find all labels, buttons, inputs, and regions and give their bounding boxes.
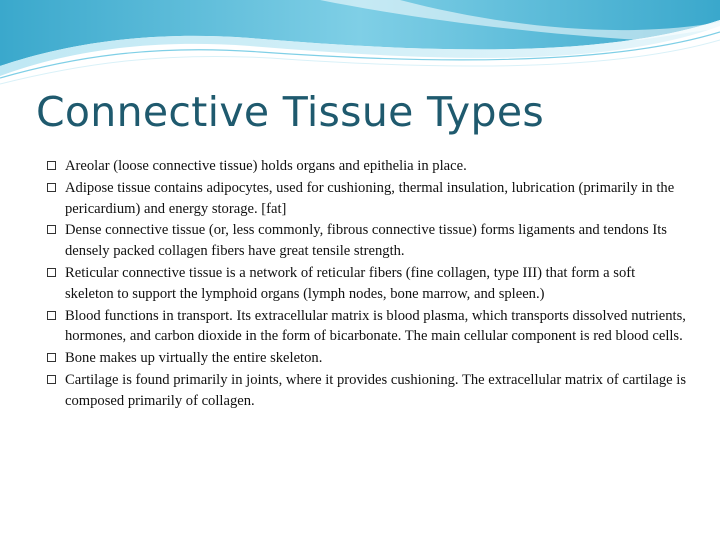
square-bullet-icon bbox=[47, 311, 56, 320]
bullet-text: Bone makes up virtually the entire skeleton. bbox=[65, 350, 323, 367]
bullet-text: Areolar (loose connective tissue) holds organs and epithelia in place. bbox=[65, 158, 467, 174]
square-bullet-icon bbox=[47, 375, 56, 384]
list-item bbox=[47, 370, 687, 412]
list-item bbox=[47, 348, 687, 369]
square-bullet-icon bbox=[47, 225, 56, 234]
list-item bbox=[47, 220, 687, 262]
bullet-list bbox=[47, 156, 687, 413]
list-item bbox=[47, 156, 687, 177]
header-wave-decoration bbox=[0, 0, 720, 90]
list-item bbox=[47, 306, 687, 348]
list-item bbox=[47, 178, 687, 220]
square-bullet-icon bbox=[47, 183, 56, 192]
slide-title: Connective Tissue Types bbox=[36, 88, 545, 136]
list-item bbox=[47, 263, 687, 305]
square-bullet-icon bbox=[47, 161, 56, 170]
bullet-text: Adipose tissue contains adipocytes, used for cushioning, thermal insulation, lubrication (primarily in the pericardium) and energy storage. [fat] bbox=[65, 179, 675, 217]
bullet-text: Cartilage is found primarily in joints, where it provides cushioning. The extracellular matrix of cartilage is composed primarily of collagen. bbox=[65, 371, 687, 409]
bullet-text: Blood functions in transport. Its extracellular matrix is blood plasma, which transports dissolved nutrients, hormones, and carbon dioxide in the form of bicarbonate. The main cellular component is red blood cells. bbox=[65, 307, 686, 345]
bullet-text: Dense connective tissue (or, less commonly, fibrous connective tissue) forms ligaments and tendons Its densely packed collagen fibers have great tensile strength. bbox=[65, 222, 667, 260]
bullet-text: Reticular connective tissue is a network of reticular fibers (fine collagen, type III) that form a soft skeleton to support the lymphoid organs (lymph nodes, bone marrow, and spleen.) bbox=[65, 264, 636, 302]
square-bullet-icon bbox=[47, 268, 56, 277]
square-bullet-icon bbox=[47, 353, 56, 362]
